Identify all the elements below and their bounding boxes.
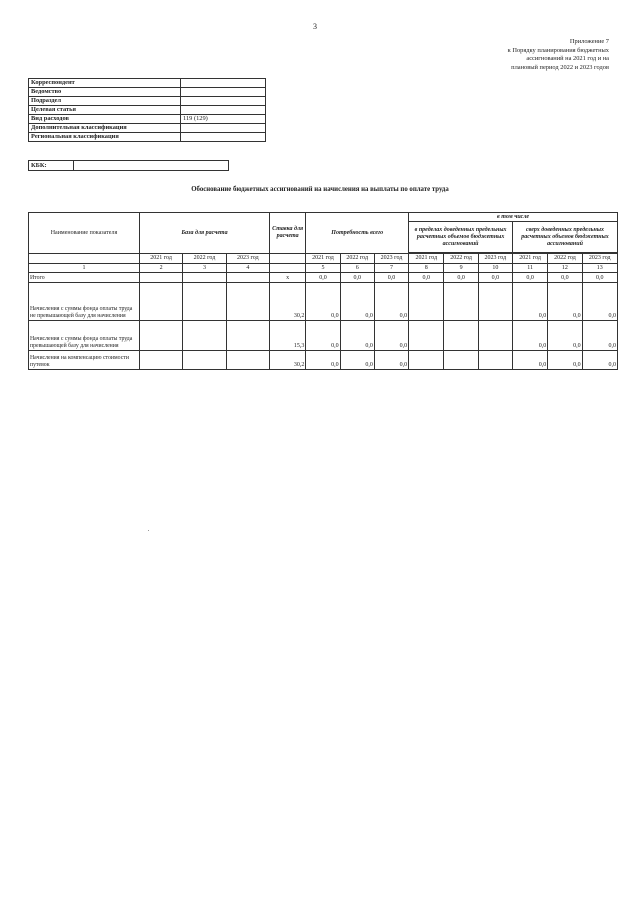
need-cell[interactable]: 0,0 [374,283,408,321]
page-number: 3 [313,22,317,31]
kbk-label: КБК: [29,161,74,171]
meta-row-additional-classification [29,124,266,133]
base-cell[interactable] [139,351,182,370]
within-cell[interactable] [478,283,512,321]
indicator-header: Наименование показателя [29,213,140,254]
row-label: Начисления с суммы фонда оплаты труда не превышающей базу для начисления [29,283,140,321]
appendix-line: ассигнований на 2021 год и на [526,55,609,63]
meta-value[interactable] [181,97,266,106]
meta-row-department [29,88,266,97]
base-cell[interactable] [183,321,226,351]
column-number: 4 [226,264,269,273]
kbk-table [28,160,229,171]
scan-speck [148,530,149,531]
year-cell: 2021 год [139,254,182,264]
above-cell[interactable]: 0,0 [548,273,582,283]
above-cell[interactable]: 0,0 [582,351,617,370]
base-header: База для расчета [139,213,269,254]
year-cell: 2023 год [478,254,512,264]
above-cell[interactable]: 0,0 [513,283,548,321]
meta-row-subsection [29,97,266,106]
row-label: Итого [29,273,140,283]
meta-label: Корреспондент [29,79,181,88]
year-cell: 2023 год [374,254,408,264]
within-cell[interactable] [444,351,478,370]
rate-cell[interactable]: 30,2 [270,283,306,321]
base-cell[interactable] [226,283,269,321]
above-cell[interactable]: 0,0 [513,321,548,351]
appendix-line: плановый период 2022 и 2023 годов [511,63,609,71]
within-cell[interactable] [409,283,444,321]
year-spacer [29,254,140,264]
within-cell[interactable] [444,283,478,321]
above-cell[interactable]: 0,0 [582,273,617,283]
meta-row-expense-type [29,115,266,124]
within-cell[interactable]: 0,0 [409,273,444,283]
meta-value[interactable] [181,79,266,88]
within-cell[interactable]: 0,0 [444,273,478,283]
appendix-line: Приложение 7 [569,38,609,45]
including-header: в том числе [409,213,618,222]
need-cell[interactable]: 0,0 [306,283,340,321]
rate-cell[interactable]: 30,2 [270,351,306,370]
above-cell[interactable]: 0,0 [548,283,582,321]
appendix-note [409,38,609,72]
base-cell[interactable] [183,283,226,321]
meta-label: Региональная классификация [29,133,181,142]
base-cell[interactable] [139,273,182,283]
meta-label: Целевая статья [29,106,181,115]
within-cell[interactable] [478,321,512,351]
need-cell[interactable]: 0,0 [306,351,340,370]
year-cell: 2021 год [306,254,340,264]
year-cell: 2022 год [183,254,226,264]
year-cell: 2021 год [409,254,444,264]
above-cell[interactable]: 0,0 [548,351,582,370]
within-cell[interactable] [444,321,478,351]
need-cell[interactable]: 0,0 [374,321,408,351]
above-limits-header: сверх доведенных предельных расчетных объемов бюджетных ассигнований [513,222,618,253]
row-label: Начисления с суммы фонда оплаты труда превышающей базу для начисления [29,321,140,351]
year-cell: 2022 год [444,254,478,264]
year-cell: 2023 год [226,254,269,264]
meta-row-regional-classification [29,133,266,142]
meta-label: Подраздел [29,97,181,106]
meta-value[interactable] [181,133,266,142]
classification-table [28,78,266,142]
column-number: 12 [548,264,582,273]
document-title: Обоснование бюджетных ассигнований на начисления на выплаты по оплате труда [191,186,449,193]
column-number: 11 [513,264,548,273]
year-cell: 2022 год [548,254,582,264]
meta-value[interactable] [181,88,266,97]
above-cell[interactable]: 0,0 [582,321,617,351]
meta-value[interactable] [181,124,266,133]
column-number: 9 [444,264,478,273]
need-cell[interactable]: 0,0 [306,321,340,351]
column-number: 3 [183,264,226,273]
year-cell: 2022 год [340,254,374,264]
base-cell[interactable] [226,273,269,283]
column-number-row [29,264,618,273]
column-number: 5 [306,264,340,273]
base-cell[interactable] [139,283,182,321]
column-number: 8 [409,264,444,273]
rate-cell[interactable]: 15,3 [270,321,306,351]
column-number: 13 [582,264,617,273]
above-cell[interactable]: 0,0 [513,351,548,370]
appendix-line: к Порядку планирования бюджетных [507,46,609,54]
meta-row-correspondent [29,79,266,88]
within-cell[interactable]: 0,0 [478,273,512,283]
table-row [29,321,618,351]
meta-label: Дополнительная классификация [29,124,181,133]
need-cell[interactable]: 0,0 [340,283,374,321]
within-cell[interactable] [409,321,444,351]
base-cell[interactable] [139,321,182,351]
column-number: 6 [340,264,374,273]
need-cell[interactable]: 0,0 [340,351,374,370]
year-row [29,254,618,264]
base-cell[interactable] [183,273,226,283]
base-cell[interactable] [226,351,269,370]
kbk-row [29,161,229,171]
within-limits-header: в пределах доведенных предельных расчетных объемов бюджетных ассигнований [409,222,513,253]
need-cell[interactable]: 0,0 [374,351,408,370]
column-number: 7 [374,264,408,273]
need-header: Потребность всего [306,213,409,254]
base-cell[interactable] [183,351,226,370]
kbk-value[interactable] [74,161,229,171]
need-cell[interactable]: 0,0 [374,273,408,283]
row-label: Начисления на компенсацию стоимости путевок [29,351,140,370]
year-spacer [270,254,306,264]
rate-cell[interactable]: x [270,273,306,283]
column-number [270,264,306,273]
need-cell[interactable]: 0,0 [340,321,374,351]
table-row-total [29,273,618,283]
within-cell[interactable] [478,351,512,370]
meta-label: Вид расходов [29,115,181,124]
meta-label: Ведомство [29,88,181,97]
column-number: 10 [478,264,512,273]
header-row [29,213,618,222]
above-cell[interactable]: 0,0 [582,283,617,321]
meta-value[interactable]: 119 (129) [181,115,266,124]
need-cell[interactable]: 0,0 [306,273,340,283]
column-number: 2 [139,264,182,273]
base-cell[interactable] [226,321,269,351]
above-cell[interactable]: 0,0 [513,273,548,283]
within-cell[interactable] [409,351,444,370]
year-cell: 2023 год [582,254,617,264]
rate-header: Ставка для расчета [270,213,306,254]
column-number: 1 [29,264,140,273]
meta-row-target-article [29,106,266,115]
above-cell[interactable]: 0,0 [548,321,582,351]
year-cell: 2021 год [513,254,548,264]
need-cell[interactable]: 0,0 [340,273,374,283]
table-row [29,283,618,321]
table-row [29,351,618,370]
meta-value[interactable] [181,106,266,115]
calculation-table [28,212,618,370]
